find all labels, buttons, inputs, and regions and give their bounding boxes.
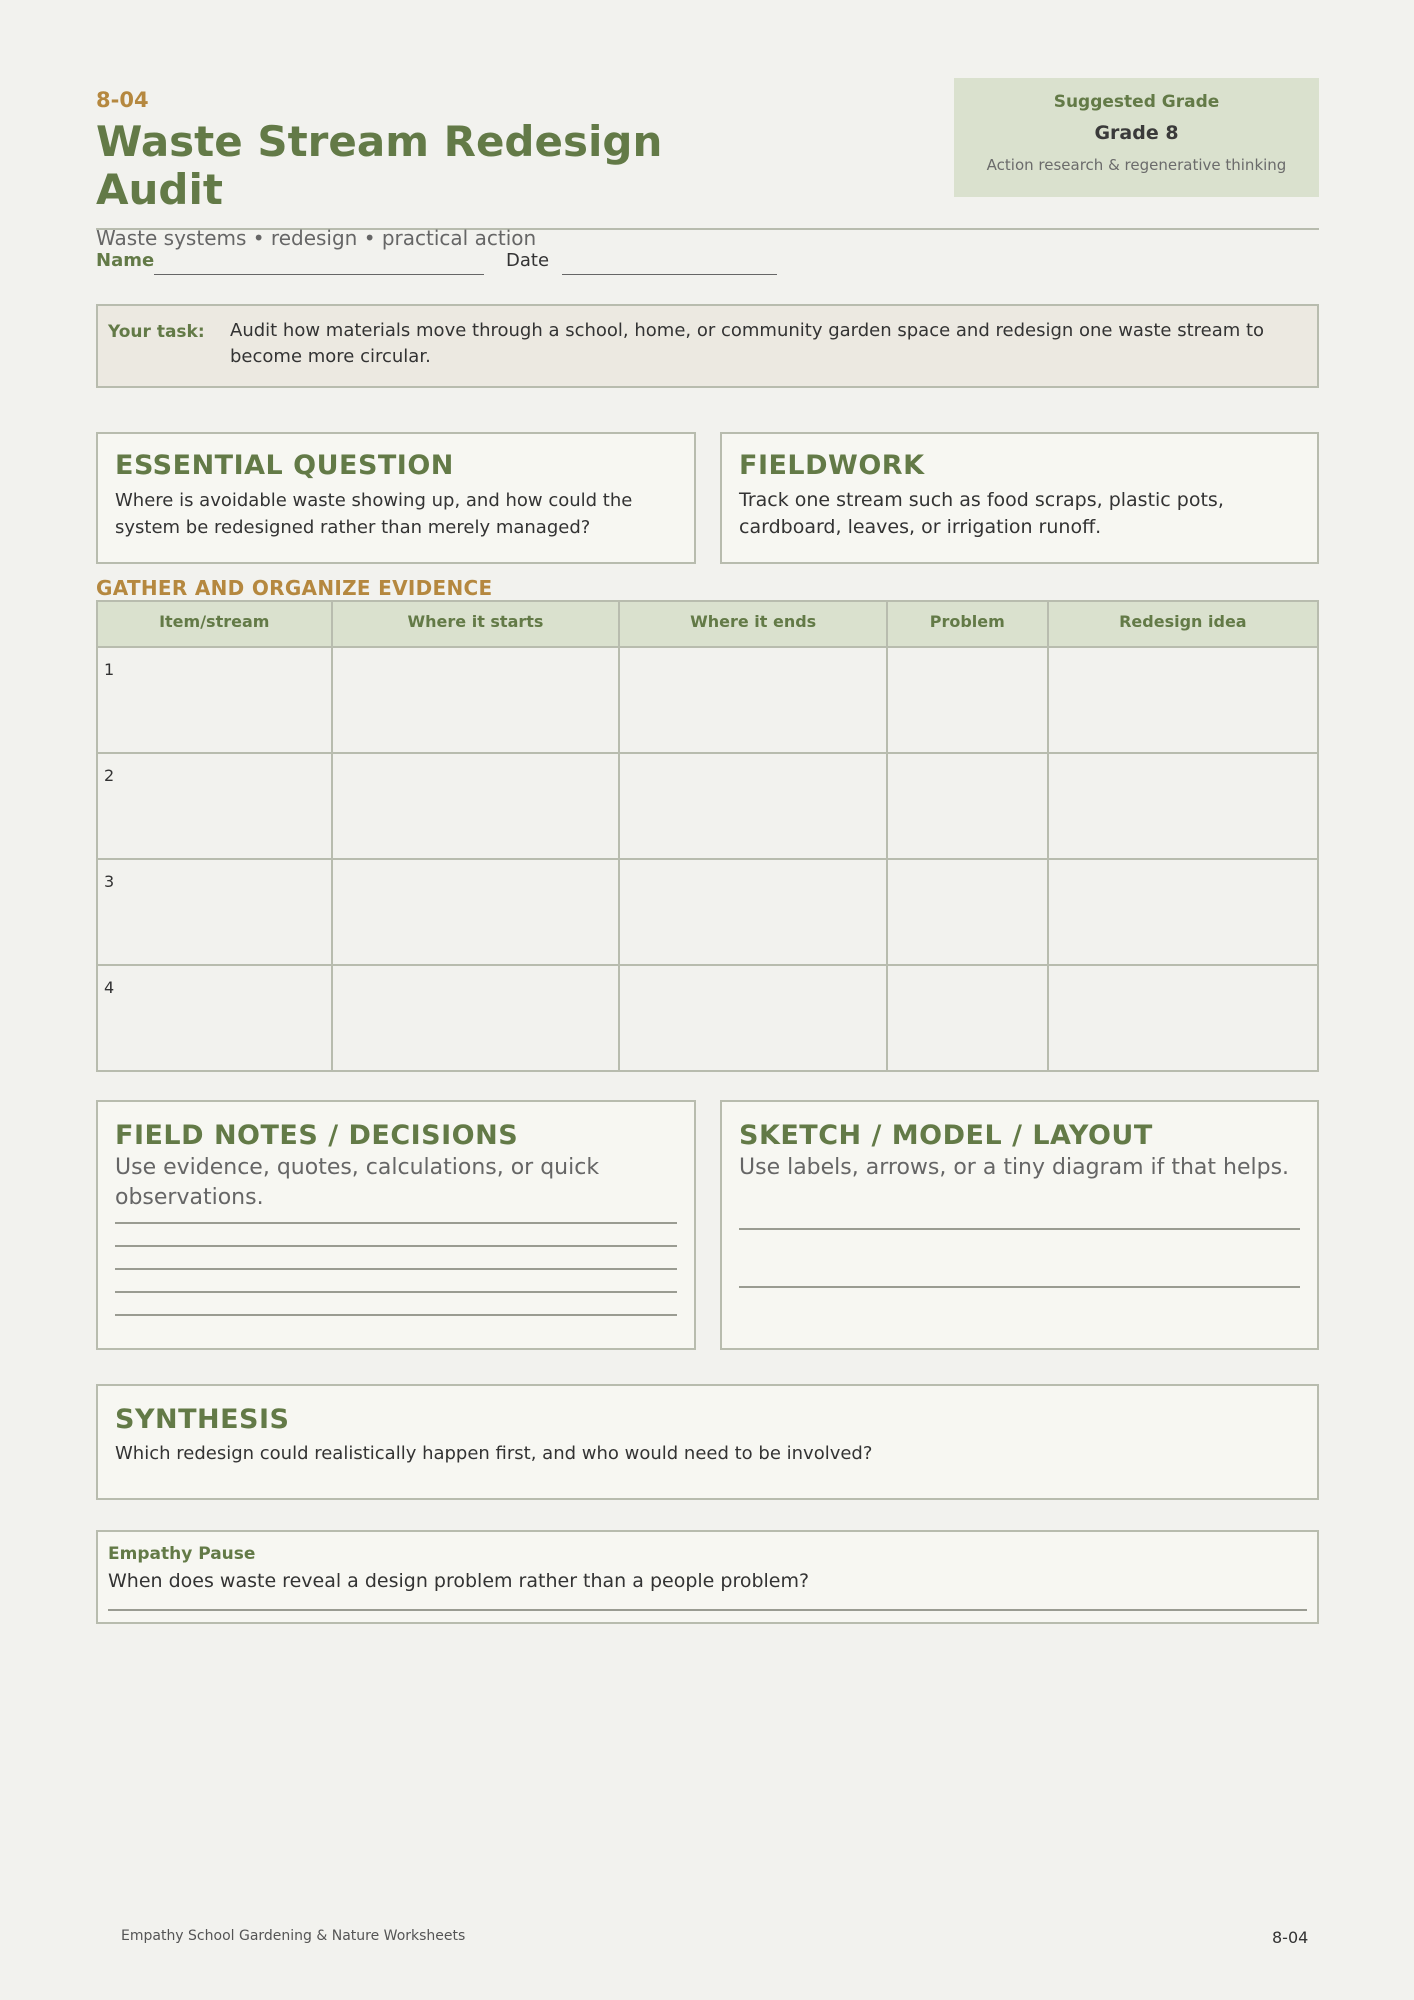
table-cell[interactable] [619, 647, 886, 753]
table-cell[interactable] [1048, 859, 1318, 965]
essential-question-title: ESSENTIAL QUESTION [115, 450, 454, 481]
writing-line[interactable] [108, 1609, 1307, 1611]
table-header-row [97, 601, 1318, 647]
sketch-text: Use labels, arrows, or a tiny diagram if that helps. [739, 1155, 1290, 1180]
empathy-pause-card [96, 1530, 1319, 1624]
evidence-section-label: GATHER AND ORGANIZE EVIDENCE [96, 576, 493, 600]
table-cell[interactable] [1048, 965, 1318, 1071]
fieldwork-card [720, 432, 1319, 564]
task-label: Your task: [108, 322, 205, 342]
footer-publisher: Empathy School Gardening & Nature Worksheets [121, 1928, 466, 1944]
task-box [96, 304, 1319, 388]
writing-line[interactable] [115, 1222, 677, 1224]
writing-line[interactable] [739, 1228, 1300, 1230]
table-row [97, 965, 1318, 1071]
table-cell[interactable] [887, 647, 1048, 753]
grade-note: Action research & regenerative thinking [986, 156, 1287, 174]
column-header: Where it ends [619, 601, 886, 647]
fieldwork-title: FIELDWORK [739, 450, 925, 481]
sketch-title: SKETCH / MODEL / LAYOUT [739, 1120, 1153, 1151]
column-header: Item/stream [97, 601, 332, 647]
footer-page-code: 8-04 [1272, 1928, 1309, 1947]
writing-line[interactable] [115, 1314, 677, 1316]
table-cell[interactable] [887, 859, 1048, 965]
row-number-cell[interactable]: 2 [97, 753, 332, 859]
table-cell[interactable] [332, 965, 620, 1071]
field-notes-card [96, 1100, 696, 1350]
synthesis-card [96, 1384, 1319, 1500]
essential-question-text: Where is avoidable waste showing up, and how could the system be redesigned rather than merely managed? [115, 490, 633, 538]
date-label: Date [506, 250, 550, 271]
worksheet-code: 8-04 [96, 88, 149, 112]
table-row [97, 753, 1318, 859]
table-cell[interactable] [619, 753, 886, 859]
table-cell[interactable] [1048, 647, 1318, 753]
column-header: Redesign idea [1048, 601, 1318, 647]
table-cell[interactable] [619, 859, 886, 965]
task-text: Audit how materials move through a school, home, or community garden space and redesign one waste stream to become more circular. [230, 320, 1265, 367]
fieldwork-text: Track one stream such as food scraps, plastic pots, cardboard, leaves, or irrigation runoff. [739, 489, 1224, 538]
empathy-pause-title: Empathy Pause [108, 1544, 256, 1564]
table-cell[interactable] [887, 965, 1048, 1071]
field-notes-text: Use evidence, quotes, calculations, or quick observations. [115, 1155, 600, 1210]
field-notes-title: FIELD NOTES / DECISIONS [115, 1120, 519, 1151]
evidence-table [96, 600, 1319, 1072]
table-cell[interactable] [619, 965, 886, 1071]
column-header: Problem [887, 601, 1048, 647]
table-cell[interactable] [1048, 753, 1318, 859]
table-row [97, 647, 1318, 753]
page-title: Waste Stream Redesign Audit [96, 117, 663, 214]
date-field[interactable] [562, 274, 777, 275]
essential-question-card [96, 432, 696, 564]
writing-line[interactable] [115, 1268, 677, 1270]
name-date-row [96, 250, 796, 278]
table-row [97, 859, 1318, 965]
column-header: Where it starts [332, 601, 620, 647]
name-field[interactable] [154, 274, 484, 275]
table-cell[interactable] [332, 859, 620, 965]
grade-label: Suggested Grade [1053, 92, 1220, 112]
writing-line[interactable] [115, 1245, 677, 1247]
writing-line[interactable] [115, 1291, 677, 1293]
table-cell[interactable] [887, 753, 1048, 859]
name-label: Name [96, 250, 155, 271]
row-number-cell[interactable]: 1 [97, 647, 332, 753]
table-cell[interactable] [332, 753, 620, 859]
row-number-cell[interactable]: 4 [97, 965, 332, 1071]
synthesis-title: SYNTHESIS [115, 1404, 290, 1435]
writing-line[interactable] [739, 1286, 1300, 1288]
grade-box [954, 78, 1319, 197]
empathy-pause-text: When does waste reveal a design problem rather than a people problem? [108, 1570, 810, 1592]
row-number-cell[interactable]: 3 [97, 859, 332, 965]
grade-value: Grade 8 [1094, 122, 1179, 144]
sketch-card [720, 1100, 1319, 1350]
table-cell[interactable] [332, 647, 620, 753]
page-subtitle: Waste systems • redesign • practical action [96, 226, 537, 250]
synthesis-text: Which redesign could realistically happen first, and who would need to be involved? [115, 1443, 873, 1464]
